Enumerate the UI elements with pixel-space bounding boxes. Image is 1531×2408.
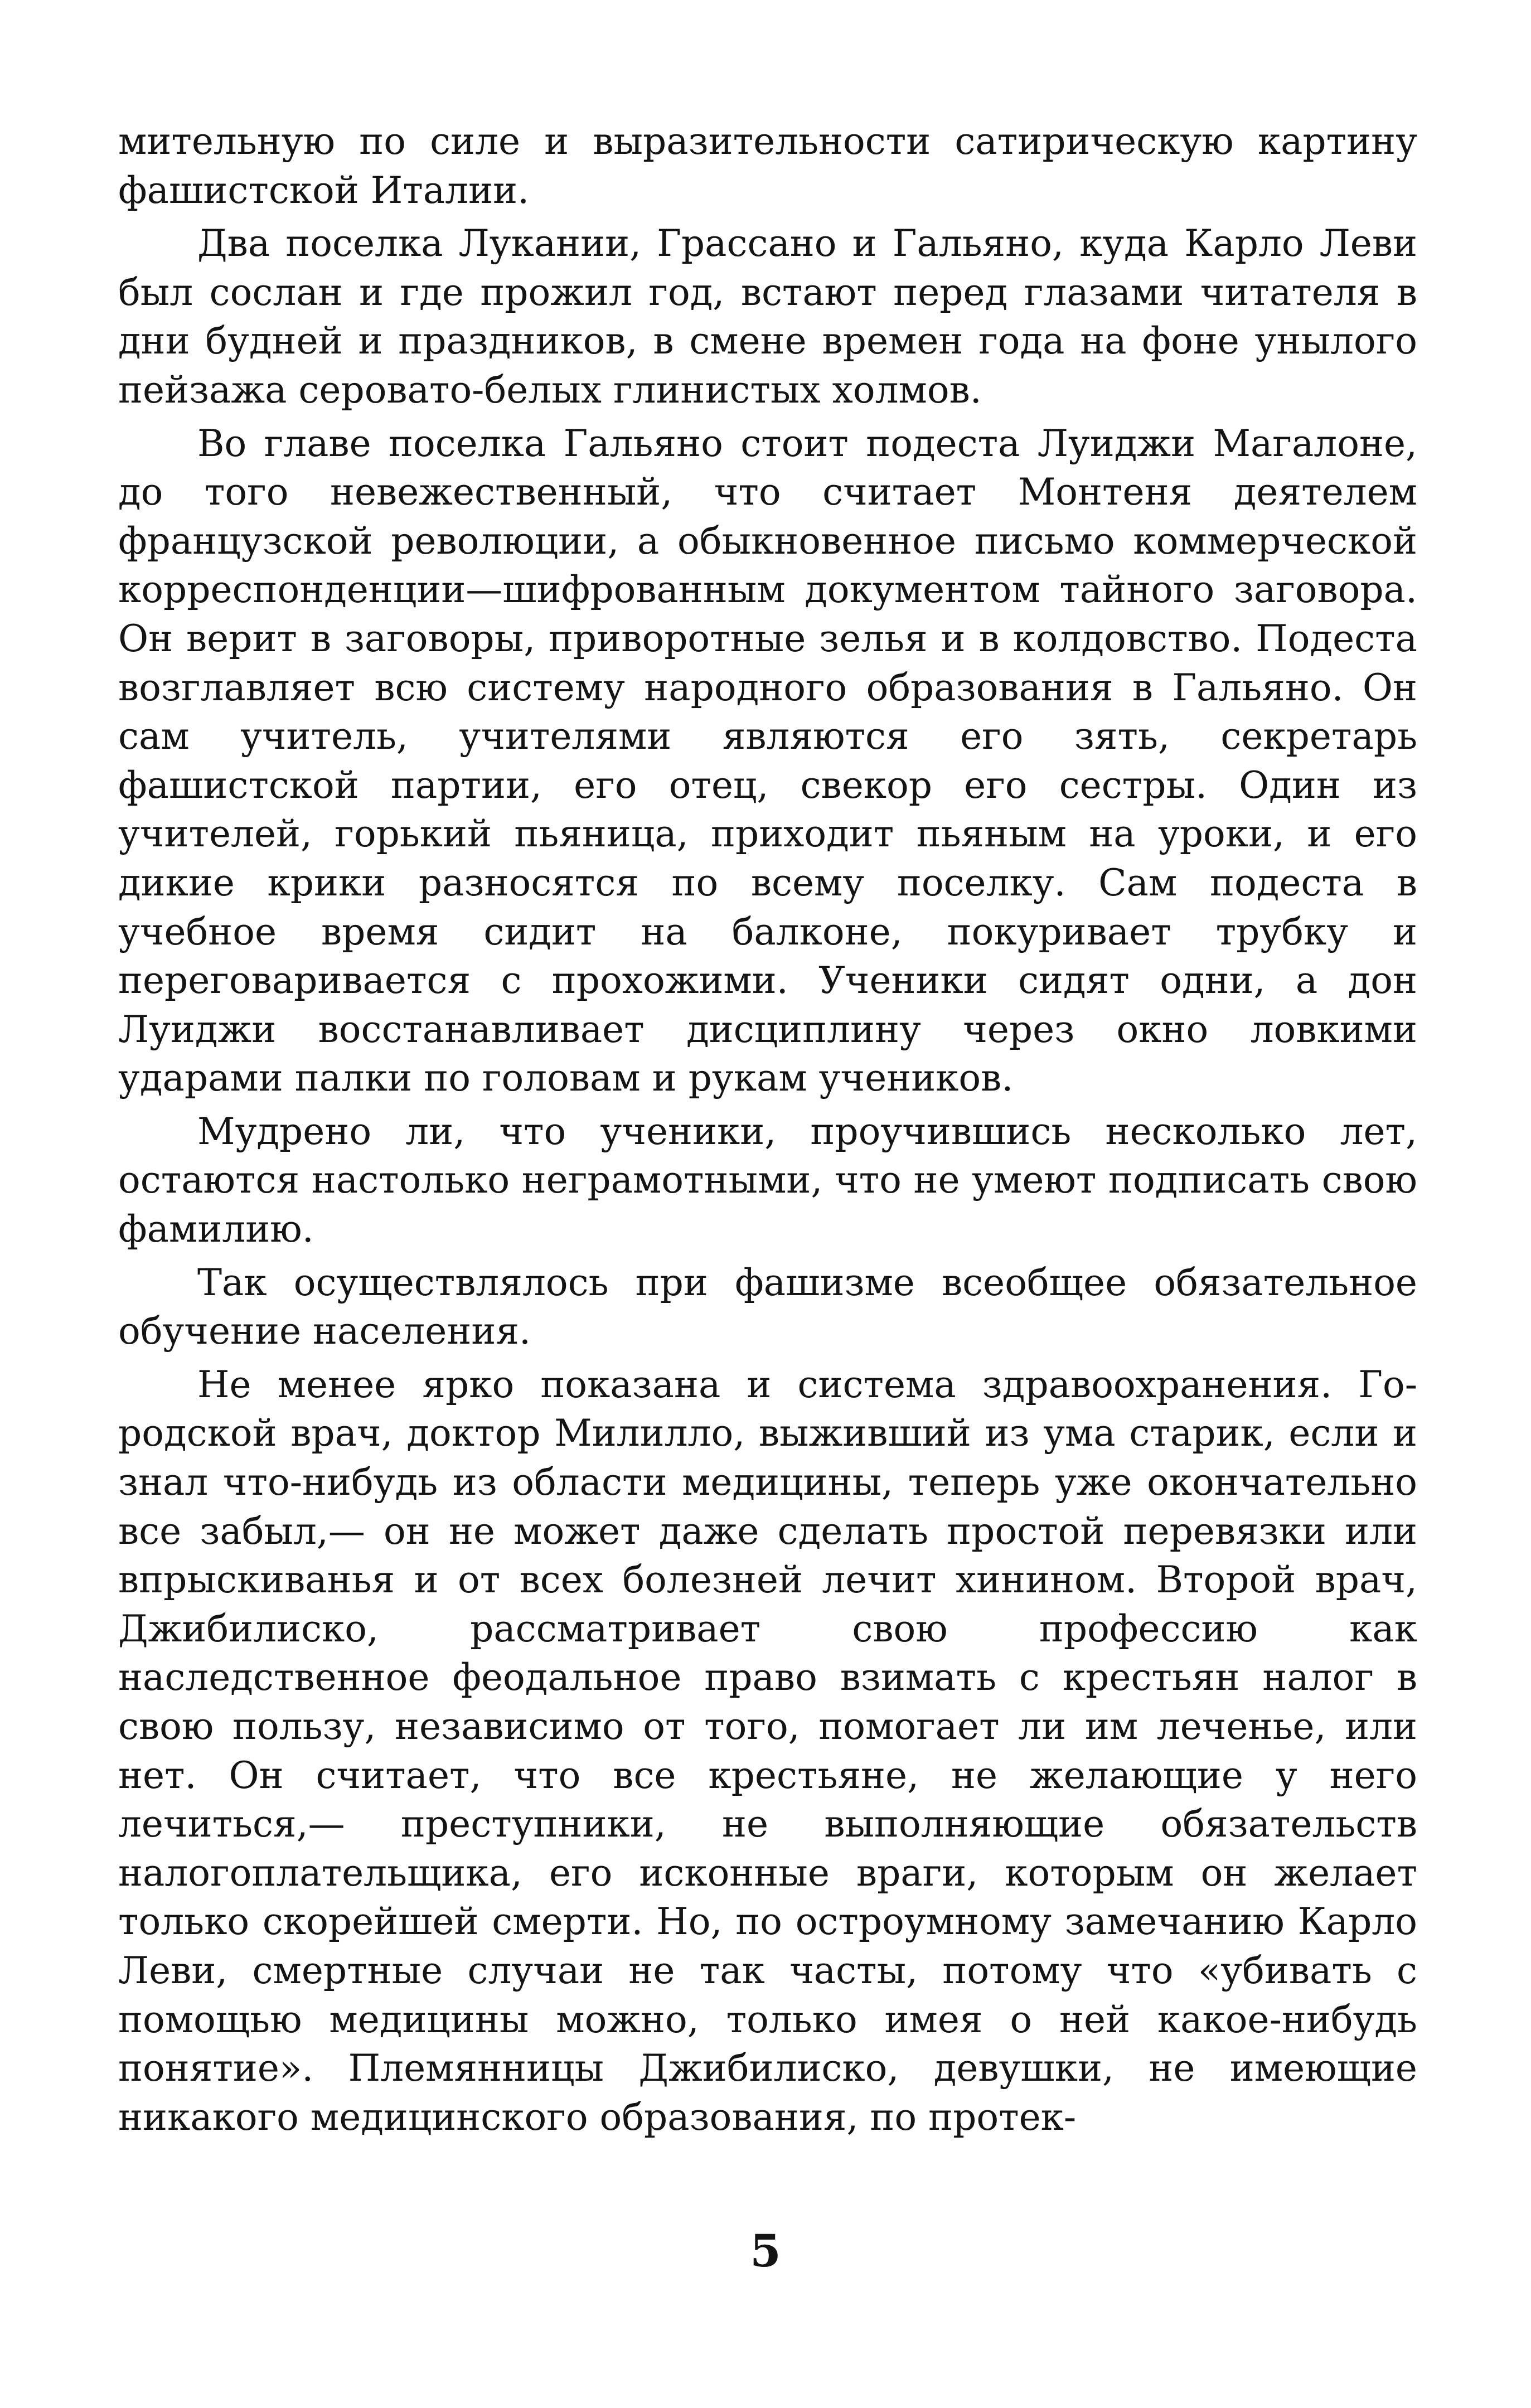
- paragraph: Не менее ярко показана и система здравоохранения. Городской врач, доктор Милилло, выживший из ума старик, если и знал что-нибудь из области медицины, теперь уже окончательно все забыл,— он не может даже сделать простой перевязки или впрыскиванья и от всех болезней лечит хинином. Второй врач, Джибилиско, рассматривает свою профессию как наследственное феодальное право взимать с крестьян налог в свою пользу, независимо от того, помогает ли им леченье, или нет. Он считает, что все крестьяне, не желающие у него лечиться,— преступники, не выполняющие обязательств налогоплательщика, его исконные враги, которым он желает только скорейшей смерти. Но, по остроумному замечанию Карло Леви, смертные случаи не так часты, потому что «убивать с помощью медицины можно, только имея о ней какое-нибудь понятие». Племянницы Джибилиско, девушки, не имеющие никакого медицинского образования, по протек-: [118, 1363, 1417, 2139]
- page-body: [118, 117, 1417, 2141]
- paragraph: Во главе поселка Гальяно стоит подеста Луиджи Магалоне, до того невежественный, что считает Монтеня деятелем французской революции, а обыкновенное письмо коммерческой корреспонденции—шифрованным документом тайного заговора. Он верит в заговоры, приворотные зелья и в колдовство. Подеста возглавляет всю систему народного образования в Гальяно. Он сам учитель, учителями являются его зять, секретарь фашистской партии, его отец, свекор его сестры. Один из учителей, горький пьяница, приходит пьяным на уроки, и его дикие крики разносятся по всему поселку. Сам подеста в учебное время сидит на балконе, покуривает трубку и переговаривается с прохожими. Ученики сидят одни, а дон Луиджи восстанавливает дисциплину через окно ловкими ударами палки по головам и рукам учеников.: [118, 421, 1417, 1100]
- page-number: 5: [750, 2225, 781, 2277]
- paragraph: Мудрено ли, что ученики, проучившись несколько лет, остаются настолько неграмотными, что не умеют подписать свою фамилию.: [118, 1109, 1417, 1251]
- paragraph: Два поселка Лукании, Грассано и Гальяно, куда Карло Леви был сослан и где прожил год, встают перед глазами читателя в дни будней и праздников, в смене времен года на фоне унылого пейзажа серовато-белых глинистых холмов.: [118, 222, 1417, 411]
- paragraph-continuation: мительную по силе и выразительности сатирическую картину фашистской Италии.: [118, 120, 1417, 212]
- paragraph: Так осуществлялось при фашизме всеобщее обязательное обучение населения.: [118, 1261, 1417, 1353]
